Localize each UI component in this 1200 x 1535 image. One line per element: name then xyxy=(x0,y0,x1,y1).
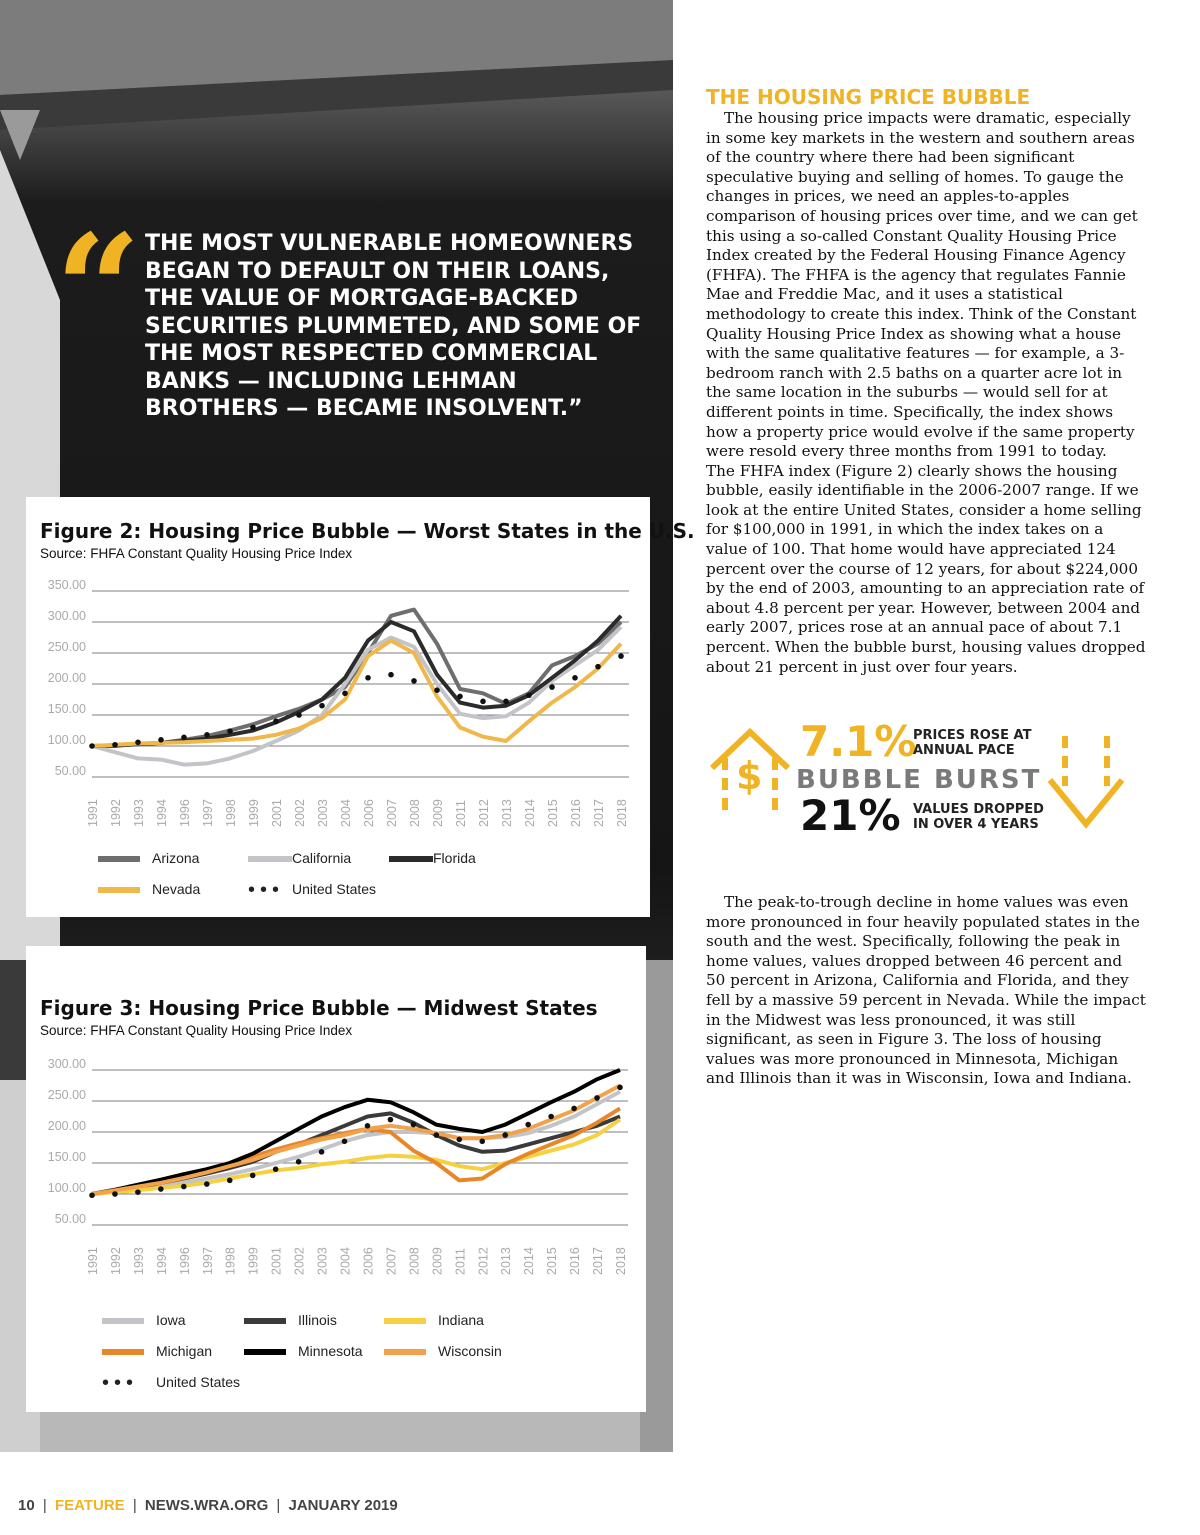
legend-label: Michigan xyxy=(156,1343,213,1359)
x-tick-label: 2014 xyxy=(523,799,537,827)
figure-2-card xyxy=(26,497,695,917)
page-footer xyxy=(18,1497,398,1514)
article-body-bottom xyxy=(706,893,1146,1089)
drop-label-line: IN OVER 4 YEARS xyxy=(913,817,1039,832)
data-point xyxy=(479,1139,485,1145)
y-tick-label: 100.00 xyxy=(47,733,86,747)
data-point xyxy=(273,718,279,724)
x-tick-label: 2011 xyxy=(453,1248,468,1275)
y-tick-label: 200.00 xyxy=(47,671,86,685)
data-point xyxy=(571,1106,577,1112)
y-tick-label: 350.00 xyxy=(47,578,86,592)
x-tick-label: 2013 xyxy=(499,1247,514,1275)
dollar-icon: $ xyxy=(736,754,763,798)
x-tick-label: 2016 xyxy=(568,1247,583,1275)
y-tick-label: 50.00 xyxy=(54,764,86,778)
data-point xyxy=(296,1159,302,1165)
article-paragraph: The FHFA index (Figure 2) clearly shows the housing bubble, easily identifiable in the 2006-2007 range. If we look at the entire United States, consider a home selling for $100,000 in 1991, in which the index takes on a value of 100. That home would have appreciated 124 percent over the course of 12 years, for about $224,000 by the end of 2003, amounting to an appreciation rate of about 4.8 percent per year. However, between 2004 and early 2007, prices rose at an annual pace of about 7.1 percent. When the bubble burst, housing values dropped about 21 percent in just over four years. xyxy=(706,461,1146,676)
legend-nevada xyxy=(98,881,200,897)
data-point xyxy=(112,1191,118,1197)
data-point xyxy=(319,703,325,709)
x-tick-label: 2008 xyxy=(408,799,422,827)
legend-iowa xyxy=(102,1312,186,1328)
legend-dots-icon: ••• xyxy=(102,1372,139,1395)
footer-separator: | xyxy=(42,1497,47,1514)
x-tick-label: 2017 xyxy=(591,1247,606,1275)
y-tick-label: 300.00 xyxy=(47,1057,86,1071)
x-tick-label: 2014 xyxy=(522,1247,537,1275)
data-point xyxy=(250,725,256,731)
x-tick-label: 1994 xyxy=(155,799,169,827)
x-tick-label: 1996 xyxy=(177,1247,192,1275)
legend-indiana xyxy=(384,1312,484,1328)
footer-section: FEATURE xyxy=(54,1497,125,1514)
legend-michigan xyxy=(102,1343,212,1359)
y-tick-label: 200.00 xyxy=(47,1119,86,1133)
figure-2-source: Source: FHFA Constant Quality Housing Price Index xyxy=(40,546,353,561)
legend-label: Minnesota xyxy=(298,1343,363,1359)
y-tick-label: 150.00 xyxy=(47,702,86,716)
legend-swatch xyxy=(102,1349,144,1355)
figure-3-card xyxy=(26,946,646,1412)
x-tick-label: 1996 xyxy=(178,799,192,827)
legend-california xyxy=(248,850,351,866)
x-tick-label: 2008 xyxy=(407,1247,422,1275)
footer-site: NEWS.WRA.ORG xyxy=(144,1497,269,1514)
legend-wisconsin xyxy=(384,1343,502,1359)
data-point xyxy=(365,675,371,681)
x-tick-label: 2003 xyxy=(315,1247,330,1275)
x-tick-label: 1997 xyxy=(201,799,215,827)
data-point xyxy=(342,691,348,697)
x-tick-label: 2009 xyxy=(430,1247,445,1275)
data-point xyxy=(296,712,302,718)
legend-label: Illinois xyxy=(298,1312,337,1328)
article-body-top xyxy=(706,109,1146,677)
figure-3-title: Figure 3: Housing Price Bubble — Midwest States xyxy=(40,996,598,1020)
legend-label: Wisconsin xyxy=(438,1343,502,1359)
legend-label: Arizona xyxy=(152,850,200,866)
y-tick-label: 50.00 xyxy=(54,1212,86,1226)
x-tick-label: 2006 xyxy=(362,799,376,827)
legend-arizona xyxy=(98,850,199,866)
x-tick-label: 1994 xyxy=(154,1247,169,1275)
legend-swatch xyxy=(384,1318,426,1324)
data-point xyxy=(434,1132,440,1138)
x-tick-label: 2011 xyxy=(454,800,468,827)
x-tick-label: 1992 xyxy=(109,799,123,827)
data-point xyxy=(204,732,210,738)
data-point xyxy=(595,664,601,670)
x-tick-label: 2012 xyxy=(477,799,491,827)
x-tick-label: 1997 xyxy=(200,1247,215,1275)
legend-swatch xyxy=(384,1349,426,1355)
x-tick-label: 2001 xyxy=(270,799,284,827)
x-tick-label: 2003 xyxy=(316,799,330,827)
x-tick-label: 2017 xyxy=(592,799,606,827)
page-number: 10 xyxy=(18,1497,35,1514)
x-tick-label: 2002 xyxy=(293,799,307,827)
x-tick-label: 1999 xyxy=(247,799,261,827)
legend-label: Iowa xyxy=(156,1312,186,1328)
y-tick-label: 250.00 xyxy=(47,640,86,654)
x-tick-label: 2015 xyxy=(545,1247,560,1275)
quote-mark-icon: “ xyxy=(55,202,124,378)
legend-united-states xyxy=(102,1372,241,1395)
data-point xyxy=(135,1189,141,1195)
rise-label xyxy=(913,728,1031,758)
legend-swatch xyxy=(248,856,292,862)
data-point xyxy=(480,699,486,705)
x-tick-label: 1991 xyxy=(86,799,100,827)
x-tick-label: 2004 xyxy=(338,1247,353,1275)
legend-label: United States xyxy=(292,881,377,897)
data-point xyxy=(365,1123,371,1129)
data-point xyxy=(250,1173,256,1179)
data-point xyxy=(135,739,141,745)
data-point xyxy=(227,728,233,734)
legend-label: California xyxy=(292,850,352,866)
bubble-infographic xyxy=(700,718,1140,843)
data-point xyxy=(503,699,509,705)
article-paragraph: The peak-to-trough decline in home values was even more pronounced in four heavily populated states in the south and the west. Specifically, following the peak in home values, values dropped between 46 percent and 50 percent in Arizona, California and Florida, and they fell by a massive 59 percent in Nevada. While the impact in the Midwest was less pronounced, it was still significant, as seen in Figure 3. The loss of housing values was more pronounced in Minnesota, Michigan and Illinois than it was in Wisconsin, Iowa and Indiana. xyxy=(706,893,1146,1088)
legend-swatch xyxy=(244,1318,286,1324)
legend-illinois xyxy=(244,1312,337,1328)
data-point xyxy=(548,1114,554,1120)
data-point xyxy=(181,735,187,741)
bubble-burst-headline: BUBBLE BURST xyxy=(796,765,1042,795)
x-tick-label: 2015 xyxy=(546,799,560,827)
legend-dots-icon: ••• xyxy=(248,879,285,902)
x-tick-label: 1992 xyxy=(108,1247,123,1275)
y-tick-label: 100.00 xyxy=(47,1181,86,1195)
x-tick-label: 1998 xyxy=(223,1247,238,1275)
legend-label: Indiana xyxy=(438,1312,484,1328)
rise-label-line: PRICES ROSE AT xyxy=(913,728,1032,743)
data-point xyxy=(89,743,95,749)
data-point xyxy=(158,1186,164,1192)
data-point xyxy=(158,737,164,743)
legend-label: Florida xyxy=(433,850,476,866)
data-point xyxy=(502,1132,508,1138)
data-point xyxy=(549,684,555,690)
legend-swatch xyxy=(98,856,140,862)
data-point xyxy=(618,653,624,659)
x-tick-label: 2007 xyxy=(385,799,399,827)
x-tick-label: 2013 xyxy=(500,799,514,827)
data-point xyxy=(526,692,532,698)
legend-united-states xyxy=(248,879,377,902)
legend-label: Nevada xyxy=(152,881,201,897)
data-point xyxy=(388,672,394,678)
drop-label-line: VALUES DROPPED xyxy=(913,802,1044,817)
x-tick-label: 2006 xyxy=(361,1247,376,1275)
x-tick-label: 1993 xyxy=(132,799,146,827)
x-tick-label: 2007 xyxy=(384,1247,399,1275)
down-arrow-icon xyxy=(1050,736,1122,824)
x-tick-label: 1998 xyxy=(224,799,238,827)
data-point xyxy=(273,1166,279,1172)
data-point xyxy=(411,678,417,684)
x-tick-label: 2009 xyxy=(431,799,445,827)
legend-swatch xyxy=(244,1349,286,1355)
data-point xyxy=(617,1085,623,1091)
x-tick-label: 1999 xyxy=(246,1247,261,1275)
drop-label xyxy=(913,802,1044,832)
drop-value: 21% xyxy=(800,791,901,840)
pull-quote: THE MOST VULNERABLE HOMEOWNERS BEGAN TO DEFAULT ON THEIR LOANS, THE VALUE OF MORTGAGE-BACKED SECURITIES PLUMMETED, AND SOME OF THE MOST RESPECTED COMMERCIAL BANKS — INCLUDING LEHMAN BROTHERS — BECAME INSOLVENT.” xyxy=(145,231,642,421)
y-tick-label: 300.00 xyxy=(47,609,86,623)
legend-swatch xyxy=(98,887,140,893)
data-point xyxy=(594,1095,600,1101)
x-tick-label: 1993 xyxy=(131,1247,146,1275)
x-tick-label: 2012 xyxy=(476,1247,491,1275)
x-tick-label: 2018 xyxy=(614,1247,628,1275)
legend-swatch xyxy=(102,1318,144,1324)
data-point xyxy=(89,1192,95,1198)
footer-separator: | xyxy=(132,1497,137,1514)
data-point xyxy=(457,694,463,700)
article-paragraph: The housing price impacts were dramatic, especially in some key markets in the western and southern areas of the country where there had been significant speculative buying and selling of homes. To gauge the changes in prices, we need an apples-to-apples comparison of housing prices over time, and we can get this using a so-called Constant Quality Housing Price Index created by the Federal Housing Finance Agency (FHFA). The FHFA is the agency that regulates Fannie Mae and Freddie Mac, and it uses a statistical methodology to create this index. Think of the Constant Quality Housing Price Index as showing what a house with the same qualitative features — for example, a 3-bedroom ranch with 2.5 baths on a quarter acre lot in the same location in the suburbs — would sell for at different points in time. Specifically, the index shows how a property price would evolve if the same property were resold every three months from 1991 to today. xyxy=(706,109,1138,461)
figure-2-title: Figure 2: Housing Price Bubble — Worst States in the U.S. xyxy=(40,519,695,543)
x-tick-label: 2016 xyxy=(569,799,583,827)
data-point xyxy=(388,1117,394,1123)
x-tick-label: 2001 xyxy=(269,1247,284,1275)
data-point xyxy=(457,1137,463,1143)
article-heading: THE HOUSING PRICE BUBBLE xyxy=(706,85,1031,109)
figure-3-source: Source: FHFA Constant Quality Housing Price Index xyxy=(40,1023,353,1038)
legend-florida xyxy=(389,850,476,866)
data-point xyxy=(572,675,578,681)
data-point xyxy=(434,687,440,693)
x-tick-label: 1991 xyxy=(86,1247,100,1275)
rise-value: 7.1% xyxy=(800,717,917,766)
data-point xyxy=(342,1139,348,1145)
data-point xyxy=(525,1122,531,1128)
data-point xyxy=(181,1184,187,1190)
footer-separator: | xyxy=(276,1497,281,1514)
x-tick-label: 2002 xyxy=(292,1247,307,1275)
x-tick-label: 2018 xyxy=(615,799,629,827)
data-point xyxy=(204,1181,210,1187)
rise-label-line: ANNUAL PACE xyxy=(913,743,1015,758)
x-tick-label: 2004 xyxy=(339,799,353,827)
y-tick-label: 150.00 xyxy=(47,1150,86,1164)
data-point xyxy=(411,1122,417,1128)
y-tick-label: 250.00 xyxy=(47,1088,86,1102)
data-point xyxy=(112,742,118,748)
footer-issue: JANUARY 2019 xyxy=(288,1497,398,1514)
legend-minnesota xyxy=(244,1343,363,1359)
data-point xyxy=(319,1149,325,1155)
legend-label: United States xyxy=(156,1374,241,1390)
data-point xyxy=(227,1178,233,1184)
legend-swatch xyxy=(389,856,433,862)
